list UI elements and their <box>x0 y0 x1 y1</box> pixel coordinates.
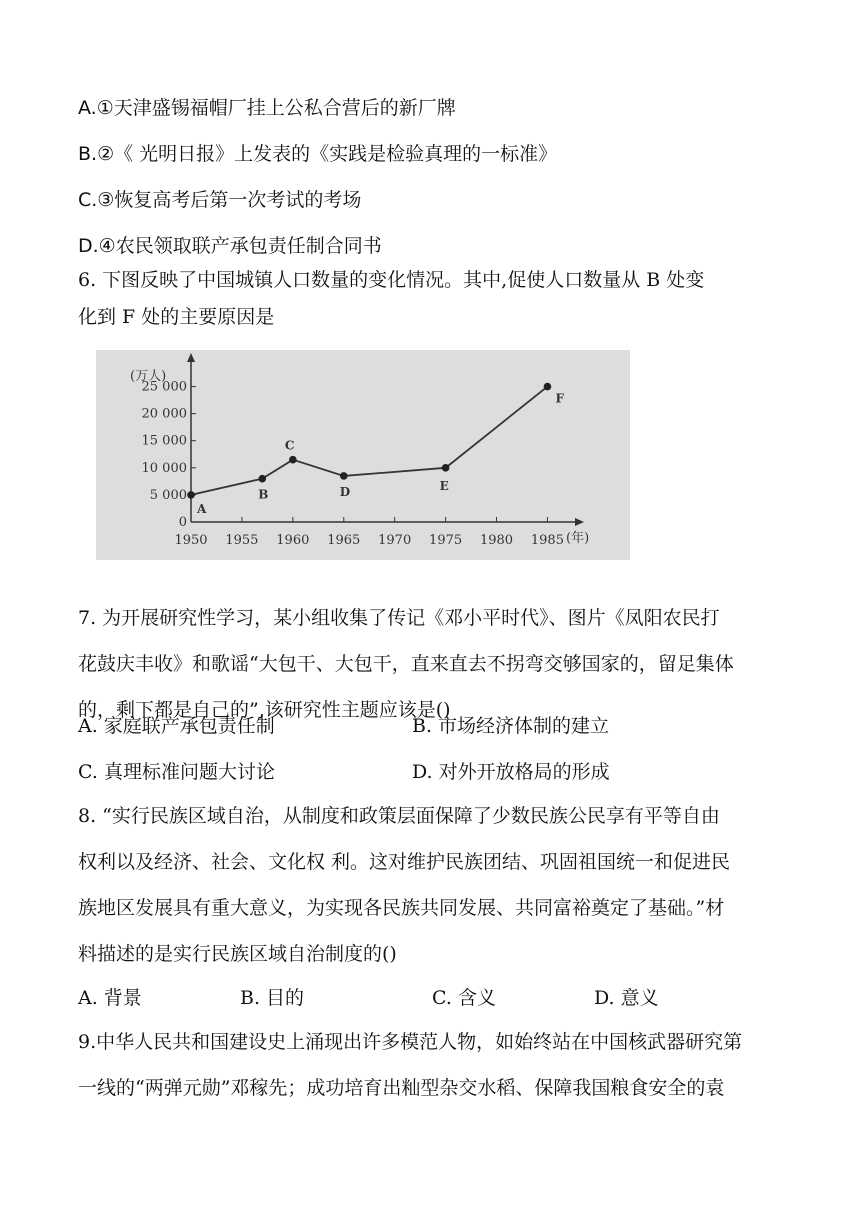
y-tick-label: 5 000 <box>149 487 187 503</box>
x-tick-label: 1985 <box>530 533 564 548</box>
q8-option-a: A. 背景 <box>78 987 142 1009</box>
q5-option-a: A.①天津盛锡福帽厂挂上公私合营后的新厂牌 <box>78 97 456 119</box>
y-axis-unit-label: (万人) <box>130 369 167 384</box>
x-tick-label: 1960 <box>276 533 310 548</box>
q9-stem-line-1: 9.中华人民共和国建设史上涌现出许多模范人物，如始终站在中国核武器研究第 <box>78 1031 743 1053</box>
q7-stem-line-2: 花鼓庆丰收》和歌谣“大包干、大包干，直来直去不拐弯交够国家的，留足集体 <box>78 653 734 675</box>
q7-stem-line-1: 7. 为开展研究性学习，某小组收集了传记《邓小平时代》、图片《凤阳农民打 <box>78 607 720 629</box>
x-axis-unit-label: (年) <box>566 531 590 546</box>
data-point-e <box>442 464 450 472</box>
q7-option-b: B. 市场经济体制的建立 <box>412 715 610 737</box>
x-tick-label: 1970 <box>378 533 412 548</box>
q7-option-c: C. 真理标准问题大讨论 <box>78 761 275 783</box>
q7-option-d: D. 对外开放格局的形成 <box>412 761 610 783</box>
x-tick-label: 1975 <box>429 533 463 548</box>
q5-option-d: D.④农民领取联产承包责任制合同书 <box>78 235 382 257</box>
point-label-d: D <box>339 484 351 499</box>
q8-option-c: C. 含义 <box>432 987 496 1009</box>
q8-option-d: D. 意义 <box>594 987 659 1009</box>
q5-option-c: C.③恢复高考后第一次考试的考场 <box>78 189 362 211</box>
q8-stem-line-4: 料描述的是实行民族区域自治制度的() <box>78 943 397 965</box>
y-tick-label: 15 000 <box>141 433 187 449</box>
y-tick-label: 25 000 <box>141 379 187 395</box>
population-chart <box>96 350 630 560</box>
data-point-d <box>340 472 348 480</box>
point-label-b: B <box>258 487 269 502</box>
q8-stem-line-2: 权利以及经济、社会、文化权 利。这对维护民族团结、巩固祖国统一和促进民 <box>78 851 731 873</box>
point-label-f: F <box>555 391 564 406</box>
point-label-e: E <box>439 478 449 493</box>
data-point-f <box>544 383 552 391</box>
point-label-c: C <box>284 438 295 453</box>
y-tick-label: 10 000 <box>141 460 187 476</box>
q8-stem-line-3: 族地区发展具有重大意义，为实现各民族共同发展、共同富裕奠定了基础。”材 <box>78 897 725 919</box>
q6-stem-line-2: 化到 F 处的主要原因是 <box>78 306 275 328</box>
population-series-line <box>191 387 547 495</box>
q8-stem-line-1: 8. “实行民族区域自治，从制度和政策层面保障了少数民族公民享有平等自由 <box>78 805 720 827</box>
q5-option-b: B.②《 光明日报》上发表的《实践是检验真理的一标准》 <box>78 143 558 165</box>
point-label-a: A <box>197 501 207 516</box>
population-chart-svg <box>96 350 630 560</box>
y-tick-label: 0 <box>178 515 187 530</box>
x-axis-arrow <box>575 518 584 526</box>
data-point-c <box>289 456 297 464</box>
x-tick-label: 1965 <box>327 533 361 548</box>
q7-stem-line-3: 的，剩下都是自己的”,该研究性主题应该是() <box>78 699 451 721</box>
data-point-b <box>258 475 266 483</box>
q8-option-b: B. 目的 <box>240 987 305 1009</box>
y-axis-arrow <box>187 353 195 362</box>
x-tick-label: 1980 <box>479 533 514 548</box>
q7-option-a: A. 家庭联产承包责任制 <box>78 715 275 737</box>
y-tick-label: 20 000 <box>141 406 187 422</box>
data-point-a <box>187 491 195 499</box>
q9-stem-line-2: 一线的“两弹元勋”邓稼先；成功培育出籼型杂交水稻、保障我国粮食安全的袁 <box>78 1077 725 1099</box>
x-tick-label: 1955 <box>225 533 259 548</box>
x-tick-label: 1950 <box>174 533 208 548</box>
q6-stem-line-1: 6. 下图反映了中国城镇人口数量的变化情况。其中,促使人口数量从 B 处变 <box>78 269 705 291</box>
